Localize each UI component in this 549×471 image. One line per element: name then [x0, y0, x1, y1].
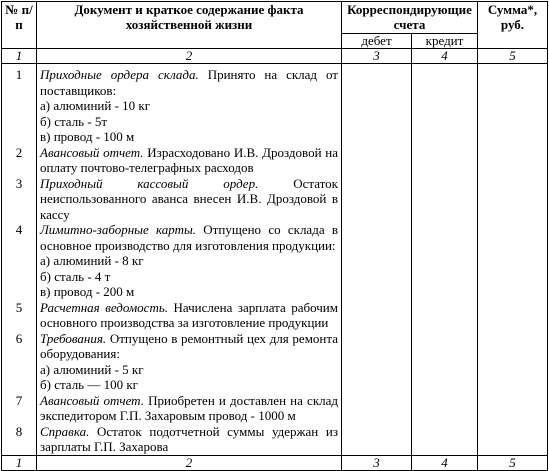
column-number: 4 — [412, 49, 478, 64]
table-row — [2, 222, 548, 300]
sum-cell — [478, 64, 548, 145]
row-description — [37, 176, 342, 223]
credit-cell — [412, 393, 478, 424]
document-type: Авансовый отчет. — [40, 144, 144, 160]
document-type: Лимитно-заборные карты. — [40, 222, 197, 237]
column-number: 4 — [412, 455, 478, 470]
row-main-text — [40, 331, 338, 362]
column-number: 1 — [2, 49, 37, 64]
row-number: 8 — [2, 424, 37, 456]
fact-text: Принято на склад от поставщиков: — [40, 67, 338, 98]
row-description — [37, 145, 342, 176]
sub-item: а) алюминий - 10 кг — [40, 98, 151, 113]
credit-cell — [412, 424, 478, 456]
fact-text: Приобретен и доставлен на склад экспедитором Г.П. Захаровым провод - 1000 м — [40, 392, 339, 423]
credit-cell — [412, 300, 478, 331]
table-row — [2, 393, 548, 424]
sub-item: б) сталь - 5т — [40, 113, 108, 129]
row-number: 5 — [2, 300, 37, 331]
document-type: Справка. — [40, 423, 90, 439]
header-corresponding-accounts: Корреспондирующие счета — [342, 2, 478, 34]
fact-text: Остаток подотчетной суммы удержан из зарплаты Г.П. Захарова — [40, 423, 338, 454]
header-debit: дебет — [342, 33, 412, 48]
row-main-text — [40, 222, 338, 253]
fact-text: Израсходовано И.В. Дроздовой на оплату почтово-телеграфных расходов — [40, 144, 338, 175]
row-number: 1 — [2, 64, 37, 145]
fact-text: Отпущено со склада в основное производство для изготовления продукции: — [40, 222, 338, 253]
entries-body — [2, 64, 548, 456]
column-number: 3 — [342, 455, 412, 470]
row-description — [37, 424, 342, 456]
row-main-text — [40, 145, 338, 176]
column-number: 1 — [2, 455, 37, 470]
header-credit: кредит — [412, 33, 478, 48]
column-number-row-top — [2, 49, 548, 64]
document-type: Требования. — [40, 330, 107, 346]
column-number: 2 — [37, 455, 342, 470]
credit-cell — [412, 145, 478, 176]
table-row — [2, 176, 548, 223]
sub-item: а) алюминий - 8 кг — [40, 253, 144, 268]
debit-cell — [342, 64, 412, 145]
fact-text: Отпущено в ремонтный цех для ремонта оборудования: — [40, 330, 338, 361]
sum-cell — [478, 331, 548, 393]
credit-cell — [412, 64, 478, 145]
debit-cell — [342, 300, 412, 331]
row-description — [37, 393, 342, 424]
debit-cell — [342, 424, 412, 456]
column-number-row-bottom — [2, 455, 548, 470]
sum-cell — [478, 222, 548, 300]
sub-item: б) сталь — 100 кг — [40, 377, 139, 392]
sub-item: б) сталь - 4 т — [40, 268, 111, 284]
row-description — [37, 222, 342, 300]
sub-item: в) провод - 200 м — [40, 284, 135, 299]
column-number: 2 — [37, 49, 342, 64]
debit-cell — [342, 393, 412, 424]
row-main-text — [40, 300, 338, 331]
document-type: Приходный кассовый ордер. — [40, 175, 259, 191]
row-description — [37, 300, 342, 331]
sub-item: а) алюминий - 5 кг — [40, 361, 144, 377]
row-main-text — [40, 176, 338, 223]
debit-cell — [342, 176, 412, 223]
column-number: 5 — [478, 455, 548, 470]
fact-text: Начислена зарплата рабочим основного производства за изготовление продукции — [40, 299, 338, 330]
document-type: Авансовый отчет. — [40, 392, 144, 408]
credit-cell — [412, 331, 478, 393]
table-row — [2, 300, 548, 331]
sum-cell — [478, 393, 548, 424]
table-row — [2, 424, 548, 456]
sum-cell — [478, 145, 548, 176]
credit-cell — [412, 222, 478, 300]
row-description — [37, 331, 342, 393]
header-sum: Сумма*, руб. — [478, 2, 548, 49]
row-number: 6 — [2, 331, 37, 393]
debit-cell — [342, 222, 412, 300]
row-main-text — [40, 393, 338, 424]
sum-cell — [478, 424, 548, 456]
credit-cell — [412, 176, 478, 223]
header-num: № п/п — [2, 2, 37, 49]
document-type: Расчетная ведомость. — [40, 299, 168, 315]
table-row — [2, 331, 548, 393]
header-description: Документ и краткое содержание факта хозяйственной жизни — [37, 2, 342, 49]
sum-cell — [478, 176, 548, 223]
fact-text: Остаток неиспользованного аванса внесен И.В. Дроздовой в кассу — [40, 175, 338, 222]
debit-cell — [342, 331, 412, 393]
row-main-text — [40, 67, 338, 98]
table-row — [2, 64, 548, 145]
row-main-text — [40, 424, 338, 455]
sum-cell — [478, 300, 548, 331]
ledger-table — [1, 1, 548, 471]
table-row — [2, 145, 548, 176]
sub-item: в) провод - 100 м — [40, 129, 135, 144]
column-number: 3 — [342, 49, 412, 64]
debit-cell — [342, 145, 412, 176]
row-number: 4 — [2, 222, 37, 300]
column-number: 5 — [478, 49, 548, 64]
row-number: 3 — [2, 176, 37, 223]
document-type: Приходные ордера склада. — [40, 67, 199, 82]
row-number: 7 — [2, 393, 37, 424]
row-number: 2 — [2, 145, 37, 176]
row-description — [37, 64, 342, 145]
